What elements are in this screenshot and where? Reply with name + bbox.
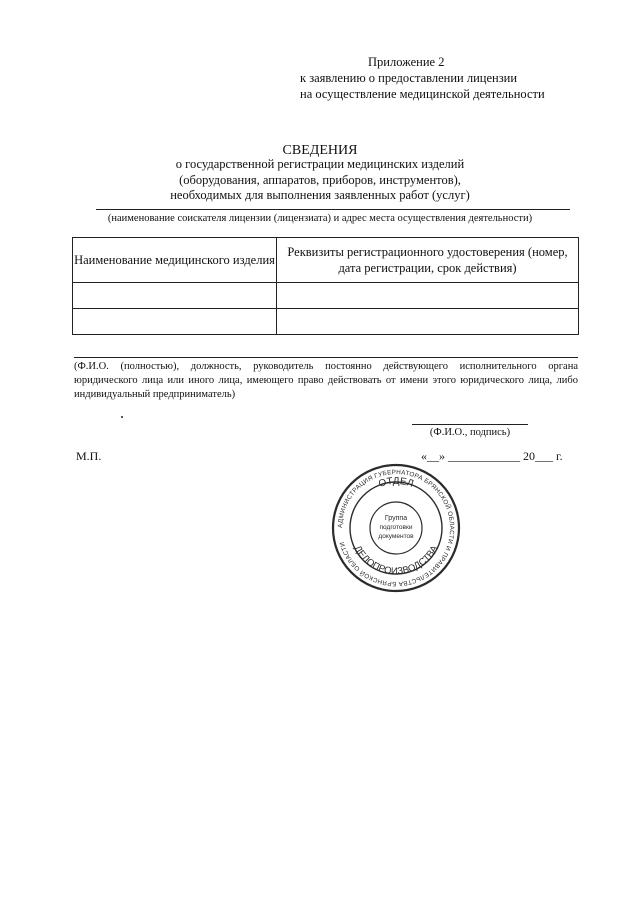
document-heading: СВЕДЕНИЯ (282, 143, 358, 158)
stamp-center-line-2: подготовки (379, 524, 413, 531)
document-subtitle (60, 157, 580, 204)
stamp-center-line-1: Группа (384, 515, 408, 522)
table-cell-device-name[interactable] (73, 309, 277, 335)
applicant-caption: (наименование соискателя лицензии (лицензиата) и адрес места осуществления деятельности) (107, 213, 533, 224)
stamp-dept-top: ОТДЕЛ (377, 475, 415, 490)
stamp-center-line-3: документов (378, 533, 414, 540)
table-header-row (73, 238, 579, 283)
signature-line[interactable] (412, 424, 528, 425)
column-header-certificate-details: Реквизиты регистрационного удостоверения (номер, дата регистрации, срок действия) (277, 238, 579, 283)
official-stamp (330, 462, 462, 594)
head-name-line[interactable] (74, 357, 578, 358)
appendix-header (300, 54, 600, 102)
registration-table (72, 237, 579, 335)
appendix-line-2: на осуществление медицинской деятельности (300, 87, 545, 101)
subtitle-line-1: о государственной регистрации медицинских изделий (175, 157, 465, 171)
subtitle-line-3: необходимых для выполнения заявленных работ (услуг) (170, 188, 470, 202)
table-cell-certificate-details[interactable] (277, 309, 579, 335)
dot-mark (121, 416, 123, 418)
stamp-graphic (330, 462, 462, 594)
head-caption: (Ф.И.О. (полностью), должность, руководитель постоянно действующего исполнительного органа юридического лица или иного лица, имеющего право действовать от имени этого юридического лица, либо индивидуальный предприниматель) (74, 361, 578, 400)
appendix-number: Приложение 2 (368, 55, 445, 69)
subtitle-line-2: (оборудования, аппаратов, приборов, инструментов), (179, 172, 461, 187)
appendix-line-1: к заявлению о предоставлении лицензии (300, 71, 518, 85)
table-row (73, 283, 579, 309)
signature-caption: (Ф.И.О., подпись) (429, 427, 511, 438)
column-header-device-name: Наименование медицинского изделия (73, 238, 277, 283)
seal-place-label: М.П. (76, 449, 102, 463)
stamp-dept-bottom: ДЕЛОПРОИЗВОДСТВА (351, 543, 441, 578)
table-cell-device-name[interactable] (73, 283, 277, 309)
stamp-outer-text: АДМИНИСТРАЦИЯ ГУБЕРНАТОРА БРЯНСКОЙ ОБЛАСТИ И ПРАВИТЕЛЬСТВА БРЯНСКОЙ ОБЛАСТИ (336, 468, 456, 588)
table-row (73, 309, 579, 335)
applicant-name-line[interactable] (96, 209, 570, 210)
date-line: «__» ____________ 20___ г. (421, 449, 563, 463)
table-cell-certificate-details[interactable] (277, 283, 579, 309)
